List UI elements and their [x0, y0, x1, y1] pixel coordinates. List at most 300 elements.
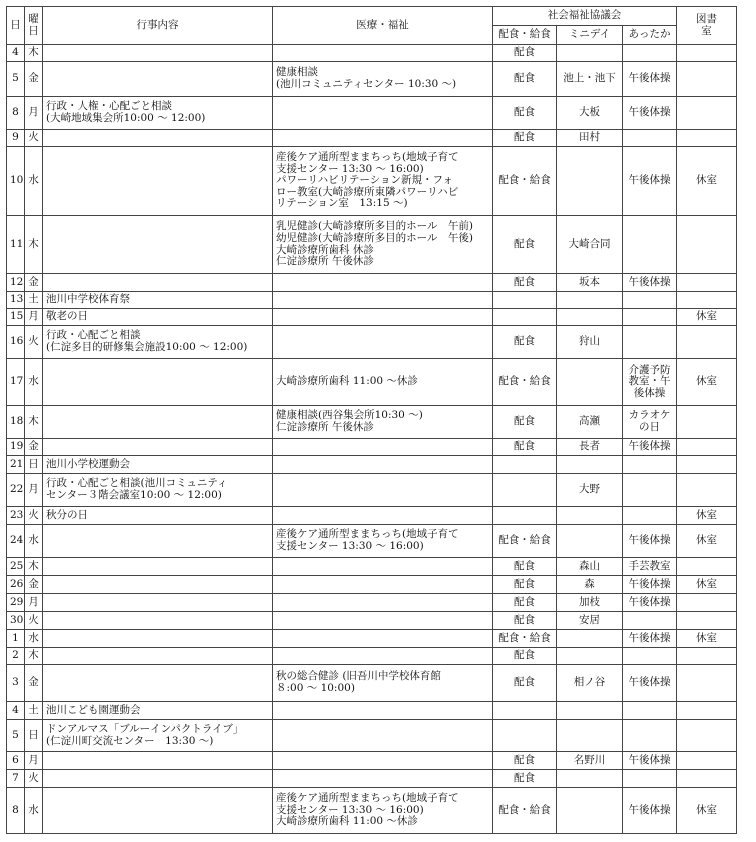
row-dow [25, 359, 43, 406]
row-meal [493, 274, 557, 292]
row-meal [493, 752, 557, 770]
row-medical [273, 359, 493, 406]
row-dow-text: 木 [28, 237, 39, 250]
table-row [7, 788, 737, 834]
row-meal-text: 配食 [514, 131, 535, 144]
table-row [7, 147, 737, 216]
row-medical [273, 558, 493, 576]
row-day [7, 292, 25, 309]
row-library [677, 474, 737, 507]
row-library [677, 702, 737, 720]
row-medical [273, 507, 493, 525]
row-day-text: 25 [10, 559, 24, 572]
table-row [7, 309, 737, 326]
row-events-text: 池川小学校運動会 [46, 457, 130, 470]
row-medical [273, 788, 493, 834]
row-day-text: 13 [10, 293, 24, 306]
row-meal-text: 配食 [514, 676, 535, 689]
header-dow [25, 7, 43, 45]
table-row [7, 359, 737, 406]
row-mini [557, 62, 623, 97]
row-day [7, 720, 25, 752]
row-library [677, 274, 737, 292]
row-events-text: 行政・心配ごと相談(池川コミュニティ センター３階会議室10:00 ～ 12:00) [46, 477, 228, 501]
row-day [7, 97, 25, 130]
row-medical [273, 456, 493, 474]
row-dow [25, 45, 43, 62]
row-dow-text: 水 [28, 174, 39, 187]
row-mini-text: 森 [584, 577, 595, 590]
row-day-text: 4 [12, 46, 19, 59]
row-attaka [623, 309, 677, 326]
row-medical [273, 147, 493, 216]
row-library [677, 292, 737, 309]
row-medical [273, 630, 493, 648]
row-mini [557, 292, 623, 309]
row-meal-text: 配食 [514, 753, 535, 766]
row-events [43, 576, 273, 594]
row-events-text: 敬老の日 [46, 310, 88, 323]
row-dow-text: 金 [28, 676, 39, 689]
row-day-text: 1 [12, 631, 19, 644]
table-row [7, 665, 737, 702]
row-dow [25, 507, 43, 525]
row-mini [557, 274, 623, 292]
header-mini: ミニデイ [557, 26, 623, 45]
row-mini [557, 594, 623, 612]
row-medical [273, 406, 493, 439]
row-meal [493, 770, 557, 788]
header-library [677, 7, 737, 45]
row-day-text: 7 [12, 771, 19, 784]
row-day [7, 456, 25, 474]
row-day [7, 309, 25, 326]
row-attaka [623, 788, 677, 834]
row-medical [273, 326, 493, 359]
row-day [7, 770, 25, 788]
row-meal [493, 216, 557, 274]
row-day-text: 15 [10, 310, 24, 323]
row-attaka-text: 午後体操 [628, 803, 671, 816]
row-medical [273, 525, 493, 558]
row-events [43, 292, 273, 309]
row-medical [273, 130, 493, 147]
row-meal-text: 配食 [514, 771, 535, 784]
row-library [677, 665, 737, 702]
row-medical-text: 秋の総合健診 (旧吾川中学校体育館 ８:00 ～ 10:00) [276, 670, 441, 694]
row-library [677, 45, 737, 62]
table-row [7, 45, 737, 62]
row-dow [25, 62, 43, 97]
row-events [43, 456, 273, 474]
header-meal: 配食・給食 [493, 26, 557, 45]
row-dow-text: 土 [28, 293, 39, 306]
row-medical-text: 大崎診療所歯科 11:00 ～休診 [276, 375, 418, 388]
row-library [677, 720, 737, 752]
row-library [677, 147, 737, 216]
row-library-text: 休室 [696, 174, 718, 187]
row-mini [557, 326, 623, 359]
row-day-text: 5 [12, 72, 19, 85]
header-dow-label: 曜日 [28, 12, 39, 37]
row-meal-text: 配食 [514, 559, 535, 572]
row-events [43, 630, 273, 648]
row-dow [25, 630, 43, 648]
table-row [7, 702, 737, 720]
row-attaka [623, 665, 677, 702]
row-events [43, 594, 273, 612]
schedule-body [7, 45, 737, 834]
row-mini [557, 474, 623, 507]
row-day [7, 612, 25, 630]
header-council: 社会福祉協議会 [493, 7, 677, 26]
row-attaka [623, 130, 677, 147]
row-library [677, 439, 737, 456]
row-library [677, 648, 737, 665]
row-mini [557, 702, 623, 720]
row-meal-text: 配食 [514, 577, 535, 590]
row-medical [273, 770, 493, 788]
table-row [7, 630, 737, 648]
row-dow [25, 665, 43, 702]
row-events [43, 507, 273, 525]
table-row [7, 474, 737, 507]
row-medical [273, 648, 493, 665]
table-row [7, 406, 737, 439]
row-medical [273, 292, 493, 309]
row-dow-text: 木 [28, 46, 39, 59]
row-events [43, 326, 273, 359]
row-library [677, 456, 737, 474]
table-row [7, 594, 737, 612]
row-library [677, 507, 737, 525]
row-meal [493, 456, 557, 474]
row-events [43, 130, 273, 147]
row-dow [25, 594, 43, 612]
row-day [7, 648, 25, 665]
row-attaka [623, 274, 677, 292]
row-dow-text: 日 [28, 728, 39, 741]
row-mini [557, 720, 623, 752]
row-attaka [623, 576, 677, 594]
row-medical-text: 乳児健診(大崎診療所多目的ホール 午前) 幼児健診(大崎診療所多目的ホール 午後) 大崎診療所歯科 休診 仁淀診療所 午後休診 [276, 220, 473, 268]
row-library-text: 休室 [696, 534, 718, 547]
row-events [43, 97, 273, 130]
row-attaka [623, 612, 677, 630]
table-row [7, 292, 737, 309]
row-attaka [623, 45, 677, 62]
row-meal [493, 130, 557, 147]
row-meal [493, 630, 557, 648]
row-mini [557, 309, 623, 326]
row-dow [25, 456, 43, 474]
row-attaka-text: 午後体操 [628, 275, 671, 288]
row-attaka-text: 午後体操 [628, 174, 671, 187]
row-dow-text: 火 [28, 335, 39, 348]
header-library-label: 図書室 [696, 12, 718, 37]
row-dow [25, 309, 43, 326]
row-attaka [623, 474, 677, 507]
row-attaka [623, 648, 677, 665]
row-meal-text: 配食 [514, 46, 535, 59]
row-dow [25, 576, 43, 594]
row-mini [557, 507, 623, 525]
row-meal [493, 292, 557, 309]
row-medical [273, 612, 493, 630]
row-dow [25, 648, 43, 665]
row-dow [25, 720, 43, 752]
row-mini-text: 大野 [579, 483, 600, 496]
row-library-text: 休室 [696, 577, 718, 590]
row-day [7, 216, 25, 274]
row-meal-text: 配食 [514, 595, 535, 608]
table-row [7, 576, 737, 594]
table-row [7, 130, 737, 147]
row-dow [25, 147, 43, 216]
row-attaka [623, 62, 677, 97]
header-medical: 医療・福祉 [273, 7, 493, 45]
row-dow [25, 439, 43, 456]
row-dow-text: 火 [28, 613, 39, 626]
row-meal-text: 配食 [514, 649, 535, 662]
row-events [43, 474, 273, 507]
row-meal-text: 配食 [514, 613, 535, 626]
table-row [7, 456, 737, 474]
row-events-text: 秋分の日 [46, 508, 88, 521]
row-day-text: 26 [10, 577, 24, 590]
row-day [7, 130, 25, 147]
row-meal-text: 配食 [514, 237, 535, 250]
row-attaka-text: 午後体操 [628, 595, 671, 608]
row-day [7, 474, 25, 507]
row-events [43, 558, 273, 576]
row-day-text: 29 [10, 595, 24, 608]
row-meal [493, 309, 557, 326]
row-events [43, 45, 273, 62]
row-dow-text: 火 [28, 508, 39, 521]
header-row-1 [7, 7, 737, 26]
row-day [7, 594, 25, 612]
row-medical [273, 216, 493, 274]
row-library [677, 558, 737, 576]
row-medical [273, 62, 493, 97]
row-day-text: 18 [10, 415, 24, 428]
row-meal [493, 62, 557, 97]
row-meal-text: 配食 [514, 106, 535, 119]
row-library [677, 525, 737, 558]
row-dow-text: 水 [28, 631, 39, 644]
row-attaka [623, 147, 677, 216]
row-mini [557, 788, 623, 834]
row-attaka-text: 午後体操 [628, 72, 671, 85]
row-meal [493, 45, 557, 62]
row-mini-text: 加枝 [579, 595, 600, 608]
row-events-text: ドンアルマス「ブルーインパクトライブ」 (仁淀川町交流センター 13:30 ～) [46, 722, 244, 747]
row-dow [25, 292, 43, 309]
row-attaka [623, 456, 677, 474]
row-day-text: 8 [12, 803, 19, 816]
row-mini [557, 456, 623, 474]
row-events [43, 665, 273, 702]
row-meal-text: 配食 [514, 440, 535, 453]
table-row [7, 439, 737, 456]
row-mini [557, 665, 623, 702]
row-attaka [623, 359, 677, 406]
row-library-text: 休室 [696, 508, 718, 521]
row-dow [25, 612, 43, 630]
row-mini-text: 坂本 [579, 275, 600, 288]
row-mini [557, 359, 623, 406]
row-events [43, 702, 273, 720]
table-row [7, 62, 737, 97]
row-attaka [623, 507, 677, 525]
row-events [43, 752, 273, 770]
row-mini [557, 45, 623, 62]
row-attaka [623, 292, 677, 309]
row-events [43, 62, 273, 97]
row-attaka [623, 216, 677, 274]
row-day-text: 30 [10, 613, 24, 626]
row-dow-text: 月 [28, 753, 39, 766]
row-library [677, 130, 737, 147]
row-day-text: 3 [12, 676, 19, 689]
row-attaka [623, 720, 677, 752]
row-mini [557, 752, 623, 770]
row-dow [25, 474, 43, 507]
row-day-text: 8 [12, 106, 19, 119]
row-dow-text: 土 [28, 703, 39, 716]
row-dow-text: 水 [28, 375, 39, 388]
row-meal [493, 720, 557, 752]
row-meal [493, 406, 557, 439]
row-events [43, 788, 273, 834]
row-attaka-text: 午後体操 [628, 440, 671, 453]
row-day-text: 2 [12, 649, 19, 662]
row-events [43, 359, 273, 406]
row-attaka [623, 594, 677, 612]
row-day [7, 439, 25, 456]
row-library [677, 406, 737, 439]
row-attaka-text: 午後体操 [628, 106, 671, 119]
row-meal [493, 326, 557, 359]
row-events [43, 525, 273, 558]
row-events-text: 池川中学校体育祭 [46, 293, 130, 306]
row-medical [273, 274, 493, 292]
row-events [43, 439, 273, 456]
row-mini-text: 相ノ谷 [573, 676, 606, 689]
row-library-text: 休室 [696, 375, 718, 388]
row-day-text: 23 [10, 508, 24, 521]
row-meal [493, 665, 557, 702]
row-meal [493, 507, 557, 525]
row-attaka [623, 326, 677, 359]
row-dow-text: 月 [28, 595, 39, 608]
row-meal [493, 439, 557, 456]
row-mini-text: 大崎合同 [568, 237, 611, 250]
row-attaka [623, 558, 677, 576]
row-events [43, 147, 273, 216]
row-library [677, 752, 737, 770]
row-day-text: 16 [10, 335, 24, 348]
row-mini-text: 池上・池下 [563, 72, 616, 85]
row-day-text: 10 [10, 174, 24, 187]
row-day [7, 576, 25, 594]
row-dow-text: 水 [28, 534, 39, 547]
row-library [677, 612, 737, 630]
row-day [7, 630, 25, 648]
row-library [677, 216, 737, 274]
row-medical [273, 576, 493, 594]
row-day-text: 9 [12, 131, 19, 144]
row-dow-text: 金 [28, 440, 39, 453]
table-row [7, 274, 737, 292]
row-meal-text: 配食・給食 [498, 534, 551, 547]
row-library [677, 630, 737, 648]
row-day-text: 22 [10, 483, 24, 496]
row-dow-text: 金 [28, 577, 39, 590]
row-day [7, 507, 25, 525]
row-day-text: 24 [10, 534, 24, 547]
table-row [7, 770, 737, 788]
row-day-text: 19 [10, 440, 24, 453]
table-row [7, 752, 737, 770]
table-row [7, 507, 737, 525]
row-mini-text: 名野川 [573, 753, 606, 766]
row-events [43, 720, 273, 752]
row-meal-text: 配食 [514, 415, 535, 428]
header-attaka: あったか [623, 26, 677, 45]
row-dow-text: 金 [28, 72, 39, 85]
table-row [7, 97, 737, 130]
row-events [43, 612, 273, 630]
row-mini [557, 439, 623, 456]
row-dow-text: 月 [28, 310, 39, 323]
row-day-text: 21 [10, 457, 24, 470]
header-day: 日 [7, 7, 25, 45]
row-meal [493, 97, 557, 130]
row-attaka [623, 630, 677, 648]
row-medical-text: 産後ケア通所型ままちっち(地域子育て 支援センター 13:30 ～ 16:00) 大崎診療所歯科 11:00 ～休診 [276, 792, 459, 828]
row-mini [557, 406, 623, 439]
row-attaka-text: 午後体操 [628, 577, 671, 590]
row-dow-text: 月 [28, 106, 39, 119]
row-day-text: 12 [10, 275, 24, 288]
schedule-table [6, 6, 737, 834]
table-row [7, 525, 737, 558]
row-attaka [623, 752, 677, 770]
row-mini [557, 576, 623, 594]
row-mini [557, 612, 623, 630]
row-events [43, 309, 273, 326]
row-library [677, 326, 737, 359]
row-meal [493, 594, 557, 612]
row-medical [273, 97, 493, 130]
row-day-text: 17 [10, 375, 24, 388]
row-library-text: 休室 [696, 803, 718, 816]
table-row [7, 648, 737, 665]
row-day [7, 62, 25, 97]
row-day [7, 359, 25, 406]
row-dow-text: 月 [28, 483, 39, 496]
row-dow-text: 木 [28, 415, 39, 428]
row-dow [25, 406, 43, 439]
row-mini [557, 525, 623, 558]
row-day [7, 665, 25, 702]
row-mini-text: 安居 [579, 613, 600, 626]
row-meal [493, 612, 557, 630]
row-library [677, 359, 737, 406]
row-day [7, 406, 25, 439]
